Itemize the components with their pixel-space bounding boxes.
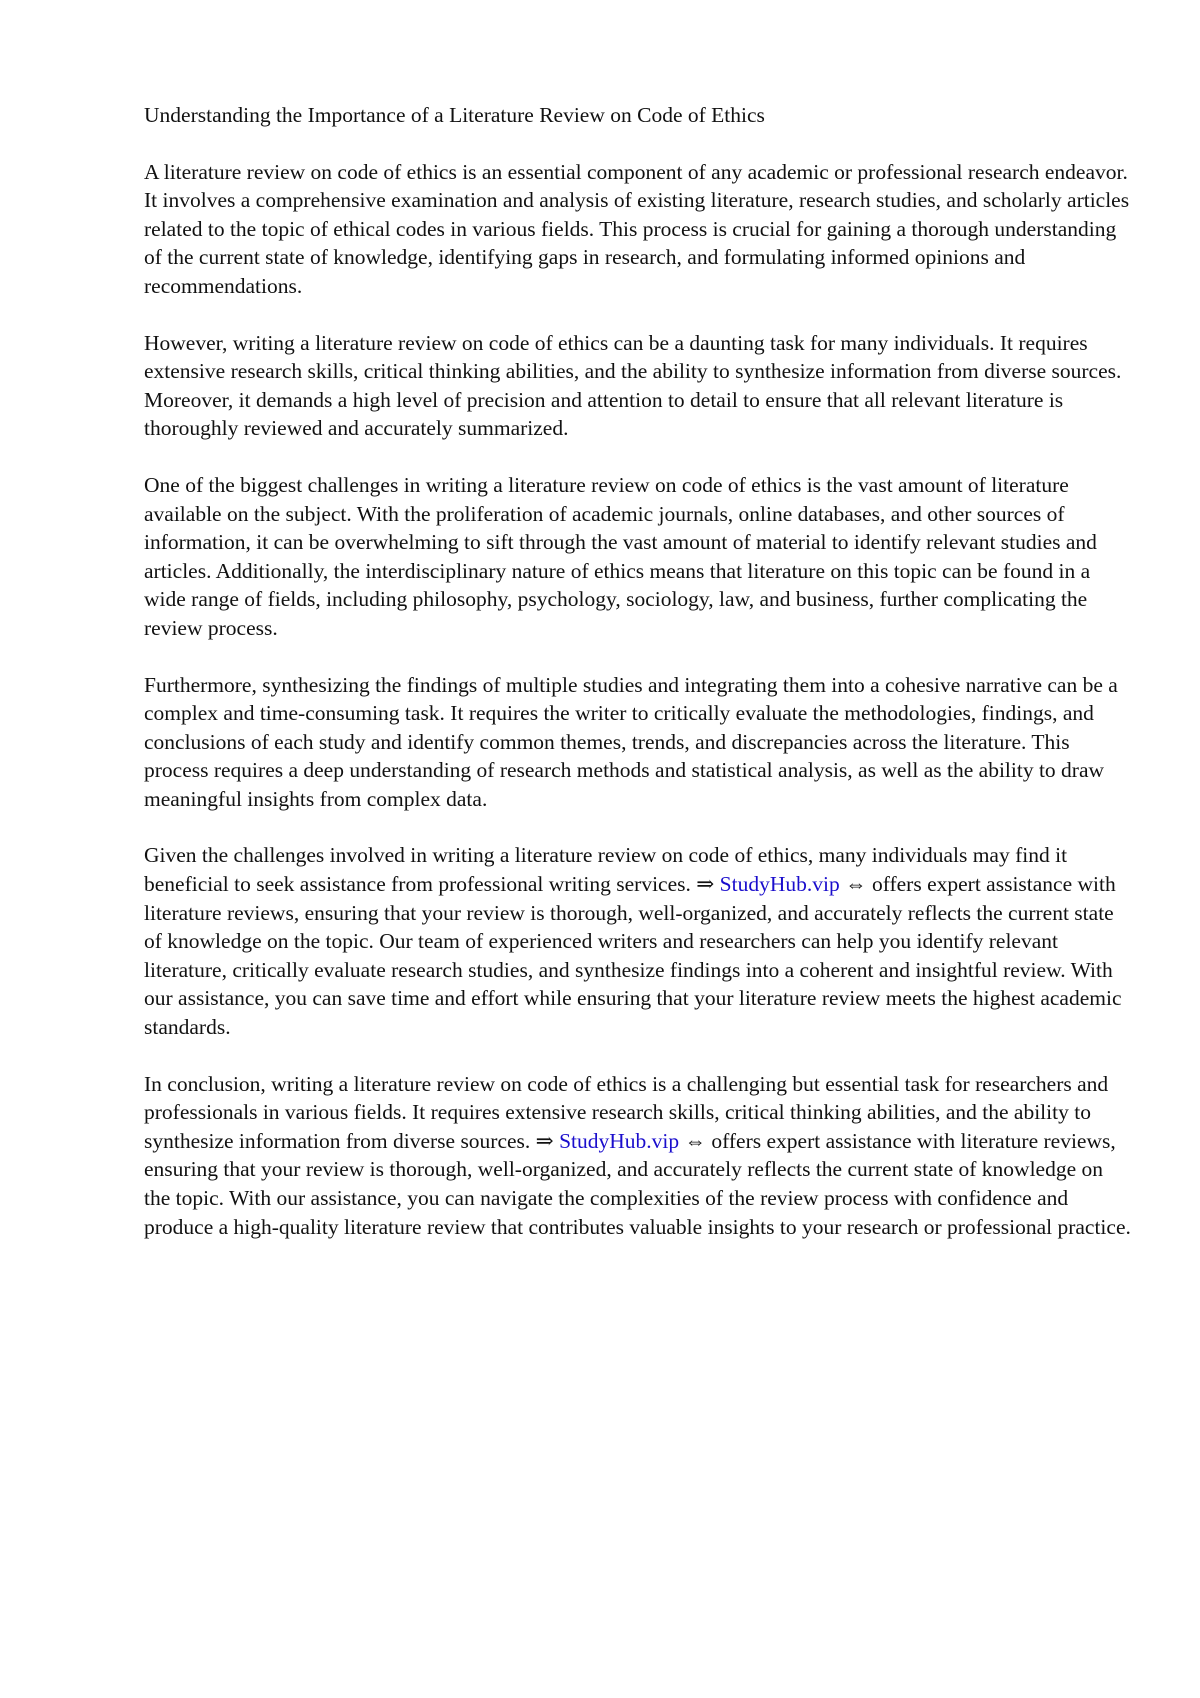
- document-title: Understanding the Importance of a Literature Review on Code of Ethics: [144, 103, 765, 127]
- paragraph-4: Furthermore, synthesizing the findings of multiple studies and integrating them into a cohesive narrative can be a complex and time-consuming task. It requires the writer to critically evaluate the methodologies, findings, and conclusions of each study and identify common themes, trends, and discrepancies across the literature. This process requires a deep understanding of research methods and statistical analysis, as well as the ability to draw meaningful insights from complex data.: [144, 672, 1118, 811]
- paragraph-3: One of the biggest challenges in writing a literature review on code of ethics is the vast amount of literature available on the subject. With the proliferation of academic journals, online databases, and other sources of information, it can be overwhelming to sift through the vast amount of material to identify relevant studies and articles. Additionally, the interdisciplinary nature of ethics means that literature on this topic can be found in a wide range of fields, including philosophy, psychology, sociology, law, and business, further complicating the review process.: [144, 472, 1097, 640]
- paragraph-6: [144, 1070, 1134, 1242]
- paragraph-5-text-before: Given the challenges involved in writing a literature review on code of ethics, many individuals may find it beneficial to seek assistance from professional writing services. ⇒: [144, 843, 1068, 897]
- document-body: [144, 101, 1134, 1269]
- paragraph-5-text-after: ⇔ offers expert assistance with literature reviews, ensuring that your review is thorough, well-organized, and accurately reflects the current state of knowledge on the topic. Our team of experienced writers and researchers can help you identify relevant literature, critically evaluate research studies, and synthesize findings into a coherent and insightful review. With our assistance, you can save time and effort while ensuring that your literature review meets the highest academic standards.: [144, 872, 1122, 1040]
- studyhub-link[interactable]: StudyHub.vip: [719, 872, 840, 897]
- paragraph-1: A literature review on code of ethics is an essential component of any academic or professional research endeavor. It involves a comprehensive examination and analysis of existing literature, research studies, and scholarly articles related to the topic of ethical codes in various fields. This process is crucial for gaining a thorough understanding of the current state of knowledge, identifying gaps in research, and formulating informed opinions and recommendations.: [144, 159, 1130, 298]
- paragraph-6-text-after: ⇔ offers expert assistance with literature reviews, ensuring that your review is thorough, well-organized, and accurately reflects the current state of knowledge on the topic. With our assistance, you can navigate the complexities of the review process with confidence and produce a high-quality literature review that contributes valuable insights to your research or professional practice.: [144, 1128, 1131, 1239]
- paragraph-6-text-before: In conclusion, writing a literature review on code of ethics is a challenging but essential task for researchers and professionals in various fields. It requires extensive research skills, critical thinking abilities, and the ability to synthesize information from diverse sources. ⇒: [144, 1071, 1109, 1153]
- paragraph-5: [144, 841, 1134, 1041]
- paragraph-2: However, writing a literature review on code of ethics can be a daunting task for many individuals. It requires extensive research skills, critical thinking abilities, and the ability to synthesize information from diverse sources. Moreover, it demands a high level of precision and attention to detail to ensure that all relevant literature is thoroughly reviewed and accurately summarized.: [144, 330, 1122, 441]
- studyhub-link[interactable]: StudyHub.vip: [559, 1128, 680, 1153]
